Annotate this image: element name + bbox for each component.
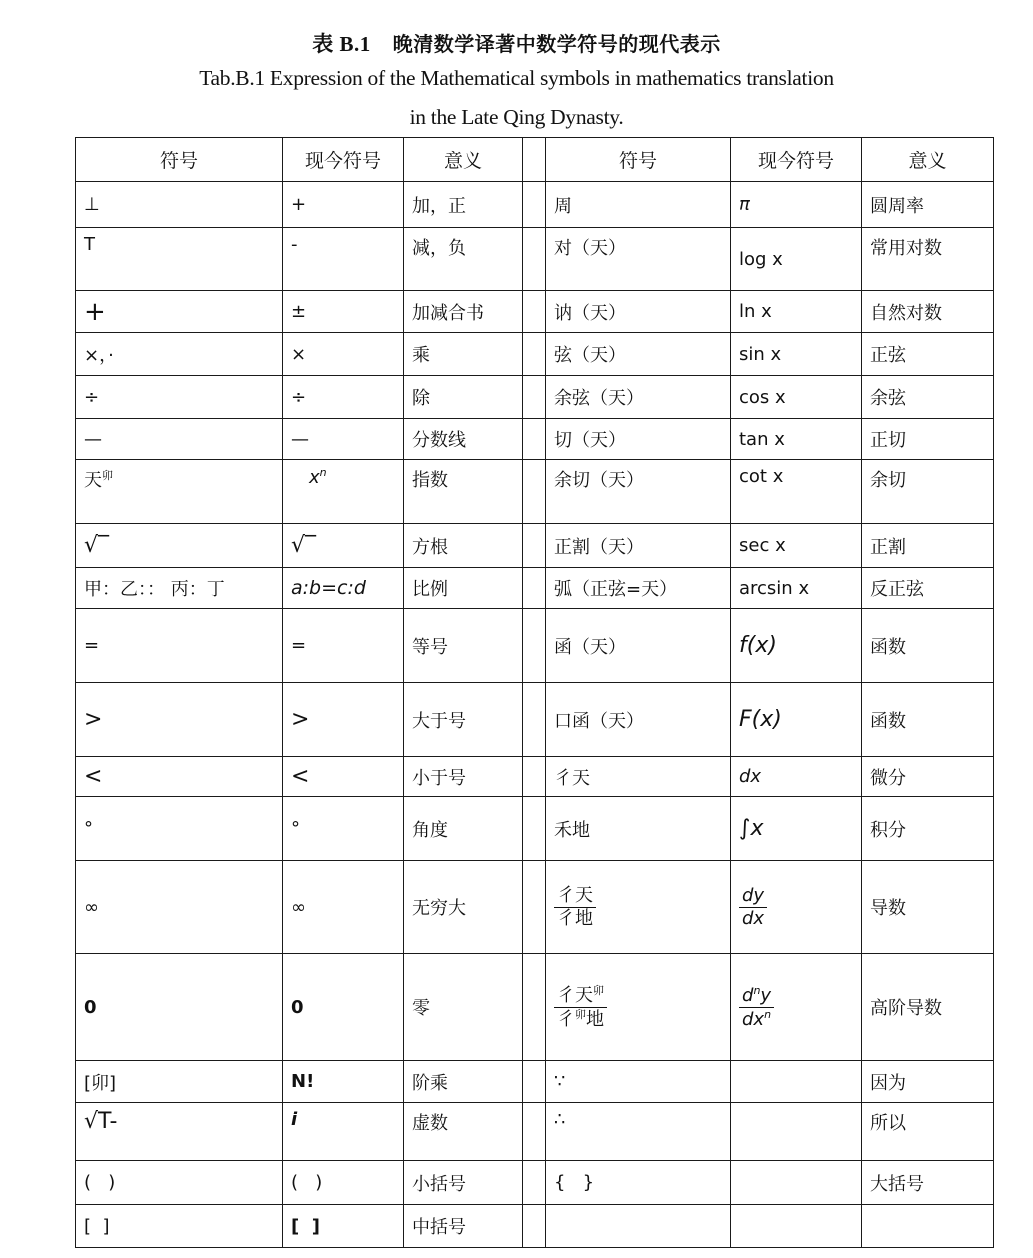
modern-symbol: $x^n$ <box>283 460 404 524</box>
meaning: 等号 <box>404 609 523 683</box>
meaning: 自然对数 <box>862 291 994 333</box>
table-title-text: 晚清数学译著中数学符号的现代表示 <box>392 32 721 56</box>
column-spacer <box>523 683 546 757</box>
old-symbol: 周 <box>546 182 731 228</box>
fraction: $\frac{d^ny}{dx^n}$ <box>739 985 774 1030</box>
old-symbol <box>546 1205 731 1248</box>
modern-symbol: i <box>283 1103 404 1161</box>
old-symbol: ÷ <box>76 376 283 419</box>
old-symbol: [ ] <box>76 1205 283 1248</box>
table-row <box>76 182 994 228</box>
modern-symbol: √‾ <box>283 524 404 568</box>
modern-symbol: arcsin x <box>731 568 862 609</box>
old-symbol: 对（天） <box>546 228 731 291</box>
table-row <box>76 797 994 861</box>
table-row <box>76 1103 994 1161</box>
modern-symbol: cot x <box>731 460 862 524</box>
old-symbol: [卯] <box>76 1061 283 1103</box>
modern-symbol: > <box>283 683 404 757</box>
old-symbol: 余切（天） <box>546 460 731 524</box>
old-symbol: > <box>76 683 283 757</box>
modern-symbol: - <box>283 228 404 291</box>
table-row <box>76 954 994 1061</box>
modern-symbol <box>731 1103 862 1161</box>
table-row <box>76 1205 994 1248</box>
modern-symbol: ± <box>283 291 404 333</box>
modern-symbol: × <box>283 333 404 376</box>
old-symbol: ⊥ <box>76 182 283 228</box>
column-spacer <box>523 291 546 333</box>
header-modern-right: 现今符号 <box>731 138 862 182</box>
old-symbol: 禾地 <box>546 797 731 861</box>
old-symbol <box>546 954 731 1061</box>
meaning: 加减合书 <box>404 291 523 333</box>
fraction: $\frac{dy}{dx}$ <box>739 886 767 929</box>
meaning: 正切 <box>862 419 994 460</box>
symbols-table <box>75 137 994 1248</box>
meaning: 大括号 <box>862 1161 994 1205</box>
old-symbol: ( ) <box>76 1161 283 1205</box>
old-symbol: ∞ <box>76 861 283 954</box>
meaning: 乘 <box>404 333 523 376</box>
fraction: $\frac{\text{彳天}}{\text{彳地}}$ <box>554 886 596 929</box>
table-row <box>76 419 994 460</box>
old-symbol: 切（天） <box>546 419 731 460</box>
header-symbol-left: 符号 <box>76 138 283 182</box>
table-row <box>76 291 994 333</box>
column-spacer <box>523 419 546 460</box>
modern-symbol: dx <box>731 757 862 797</box>
old-symbol: 天$^卯$ <box>76 460 283 524</box>
table-row <box>76 683 994 757</box>
meaning: 小于号 <box>404 757 523 797</box>
fraction: $\frac{彳天^卯}{彳^卯地}$ <box>554 985 607 1030</box>
modern-symbol: ∫x <box>731 797 862 861</box>
old-symbol: 彳天 <box>546 757 731 797</box>
modern-symbol <box>731 1205 862 1248</box>
modern-symbol: 0 <box>283 954 404 1061</box>
old-symbol: 函（天） <box>546 609 731 683</box>
column-spacer <box>523 861 546 954</box>
modern-symbol: f(x) <box>731 609 862 683</box>
meaning: 小括号 <box>404 1161 523 1205</box>
modern-symbol: π <box>731 182 862 228</box>
modern-symbol: log x <box>731 228 862 291</box>
column-spacer <box>523 460 546 524</box>
old-symbol: √‾ <box>76 524 283 568</box>
modern-symbol: a:b=c:d <box>283 568 404 609</box>
meaning: 圆周率 <box>862 182 994 228</box>
table-row <box>76 568 994 609</box>
old-symbol: 弧（正弦=天） <box>546 568 731 609</box>
modern-symbol: N! <box>283 1061 404 1103</box>
old-symbol: — <box>76 419 283 460</box>
old-symbol: 正割（天） <box>546 524 731 568</box>
modern-symbol: ln x <box>731 291 862 333</box>
column-spacer <box>523 797 546 861</box>
table-row <box>76 333 994 376</box>
modern-symbol: ° <box>283 797 404 861</box>
meaning: 正割 <box>862 524 994 568</box>
meaning: 高阶导数 <box>862 954 994 1061</box>
header-symbol-right: 符号 <box>546 138 731 182</box>
old-symbol <box>546 861 731 954</box>
column-spacer <box>523 182 546 228</box>
header-meaning-left: 意义 <box>404 138 523 182</box>
modern-symbol: — <box>283 419 404 460</box>
modern-symbol: + <box>283 182 404 228</box>
modern-symbol: cos x <box>731 376 862 419</box>
column-spacer <box>523 757 546 797</box>
column-spacer <box>523 228 546 291</box>
modern-symbol: F(x) <box>731 683 862 757</box>
table-row <box>76 1161 994 1205</box>
meaning: 加，正 <box>404 182 523 228</box>
meaning: 方根 <box>404 524 523 568</box>
modern-symbol: = <box>283 609 404 683</box>
modern-symbol <box>731 1161 862 1205</box>
meaning: 函数 <box>862 609 994 683</box>
header-meaning-right: 意义 <box>862 138 994 182</box>
table-row <box>76 757 994 797</box>
modern-symbol: tan x <box>731 419 862 460</box>
modern-symbol: ∞ <box>283 861 404 954</box>
column-spacer <box>523 568 546 609</box>
column-spacer <box>523 524 546 568</box>
meaning: 减，负 <box>404 228 523 291</box>
meaning: 无穷大 <box>404 861 523 954</box>
meaning: 反正弦 <box>862 568 994 609</box>
old-symbol: 甲：乙：： 丙：丁 <box>76 568 283 609</box>
header-modern-left: 现今符号 <box>283 138 404 182</box>
meaning: 大于号 <box>404 683 523 757</box>
modern-symbol: sin x <box>731 333 862 376</box>
table-row <box>76 609 994 683</box>
old-symbol: ° <box>76 797 283 861</box>
meaning: 微分 <box>862 757 994 797</box>
modern-symbol <box>731 954 862 1061</box>
meaning: 函数 <box>862 683 994 757</box>
table-row <box>76 228 994 291</box>
table-row <box>76 1061 994 1103</box>
meaning: 指数 <box>404 460 523 524</box>
meaning: 角度 <box>404 797 523 861</box>
column-spacer <box>523 138 546 182</box>
meaning: 中括号 <box>404 1205 523 1248</box>
column-spacer <box>523 1161 546 1205</box>
old-symbol: T <box>76 228 283 291</box>
old-symbol: 弦（天） <box>546 333 731 376</box>
table-row <box>76 460 994 524</box>
column-spacer <box>523 1103 546 1161</box>
table-title-english-line1: Tab.B.1 Expression of the Mathematical symbols in mathematics translation <box>199 66 834 90</box>
old-symbol: { } <box>546 1161 731 1205</box>
column-spacer <box>523 333 546 376</box>
meaning: 分数线 <box>404 419 523 460</box>
meaning: 导数 <box>862 861 994 954</box>
old-symbol: 讷（天） <box>546 291 731 333</box>
table-number: 表 B.1 <box>312 32 371 56</box>
table-row <box>76 861 994 954</box>
old-symbol: 0 <box>76 954 283 1061</box>
modern-symbol: [ ] <box>283 1205 404 1248</box>
column-spacer <box>523 376 546 419</box>
meaning <box>862 1205 994 1248</box>
meaning: 余切 <box>862 460 994 524</box>
old-symbol: < <box>76 757 283 797</box>
old-symbol: 余弦（天） <box>546 376 731 419</box>
old-symbol: ∴ <box>546 1103 731 1161</box>
table-title-english-line2: in the Late Qing Dynasty. <box>409 105 624 129</box>
old-symbol: ×，· <box>76 333 283 376</box>
old-symbol: 口函（天） <box>546 683 731 757</box>
table-title-chinese <box>0 28 1033 58</box>
column-spacer <box>523 609 546 683</box>
modern-symbol: ( ) <box>283 1161 404 1205</box>
meaning: 阶乘 <box>404 1061 523 1103</box>
meaning: 积分 <box>862 797 994 861</box>
meaning: 余弦 <box>862 376 994 419</box>
modern-symbol: sec x <box>731 524 862 568</box>
old-symbol: + <box>76 291 283 333</box>
meaning: 零 <box>404 954 523 1061</box>
column-spacer <box>523 1061 546 1103</box>
old-symbol: = <box>76 609 283 683</box>
meaning: 虚数 <box>404 1103 523 1161</box>
column-spacer <box>523 1205 546 1248</box>
table-row <box>76 376 994 419</box>
modern-symbol <box>731 861 862 954</box>
meaning: 正弦 <box>862 333 994 376</box>
column-spacer <box>523 954 546 1061</box>
header-row <box>76 138 994 182</box>
modern-symbol: ÷ <box>283 376 404 419</box>
modern-symbol: < <box>283 757 404 797</box>
old-symbol: √T- <box>76 1103 283 1161</box>
meaning: 因为 <box>862 1061 994 1103</box>
meaning: 常用对数 <box>862 228 994 291</box>
old-symbol: ∵ <box>546 1061 731 1103</box>
table-row <box>76 524 994 568</box>
meaning: 所以 <box>862 1103 994 1161</box>
meaning: 比例 <box>404 568 523 609</box>
meaning: 除 <box>404 376 523 419</box>
modern-symbol <box>731 1061 862 1103</box>
